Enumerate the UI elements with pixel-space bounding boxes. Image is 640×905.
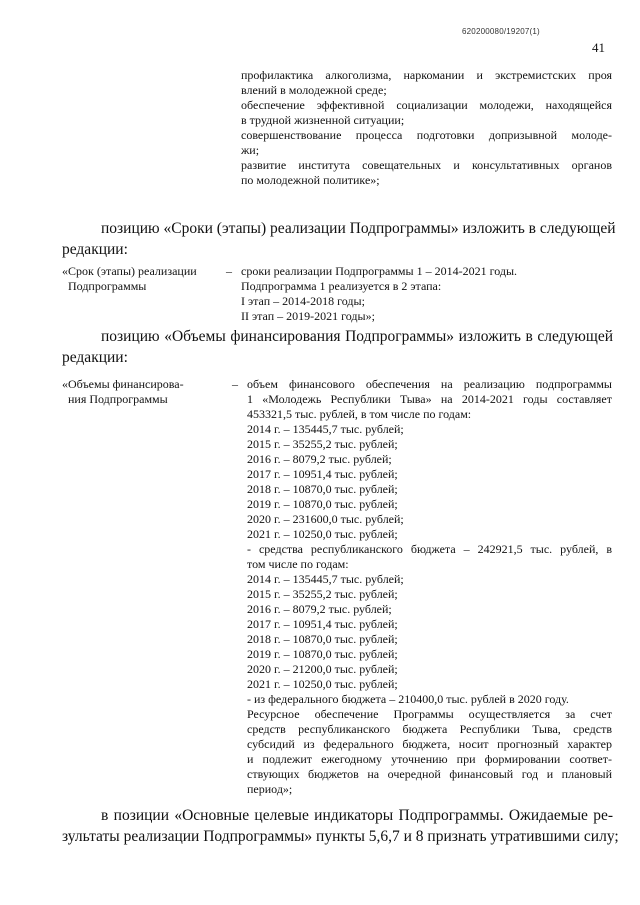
resource-line: Ресурсное обеспечение Программы осуществляется за счет: [247, 707, 612, 721]
document-number: 620200080/19207(1): [462, 27, 540, 36]
instruction-text: позицию «Объемы финансирования Подпрограммы» изложить в следующей: [101, 328, 613, 345]
terms-label-line: «Срок (этапы) реализации: [62, 264, 197, 278]
goals-line: профилактика алкоголизма, наркомании и экстремистских проя: [241, 68, 612, 82]
goals-line: влений в молодежной среде;: [241, 83, 387, 97]
funding-text: [247, 377, 612, 797]
funding-intro-line: объем финансового обеспечения на реализацию подпрограммы: [247, 377, 612, 391]
funding-intro-line: 1 «Молодежь Республики Тыва» на 2014-2021 годы составляет: [247, 392, 612, 406]
total-year-line: 2018 г. – 10870,0 тыс. рублей;: [247, 482, 398, 496]
total-year-line: 2014 г. – 135445,7 тыс. рублей;: [247, 422, 404, 436]
funding-label-line: ния Подпрограммы: [68, 392, 168, 406]
republic-year-line: 2017 г. – 10951,4 тыс. рублей;: [247, 617, 398, 631]
goals-line: обеспечение эффективной социализации молодежи, находящейся: [241, 98, 612, 112]
funding-intro-line: 453321,5 тыс. рублей, в том числе по годам:: [247, 407, 472, 421]
republic-budget-line: том числе по годам:: [247, 557, 349, 571]
goals-line: совершенствование процесса подготовки допризывной молоде-: [241, 128, 612, 142]
funding-dash: –: [232, 377, 238, 391]
resource-line: период»;: [247, 782, 293, 796]
instruction-text: зультаты реализации Подпрограммы» пункты 5,6,7 и 8 признать утратившими силу;: [62, 828, 619, 845]
terms-label: [62, 264, 197, 294]
instruction-indicators-cont: [62, 826, 619, 847]
instruction-text: редакции:: [62, 349, 128, 366]
resource-line: средств республиканского бюджета Республики Тыва, средств: [247, 722, 612, 736]
terms-text: [241, 264, 517, 324]
total-year-line: 2020 г. – 231600,0 тыс. рублей;: [247, 512, 404, 526]
resource-line: и подлежит ежегодному уточнению при формировании соответ-: [247, 752, 612, 766]
terms-line: I этап – 2014-2018 годы;: [241, 294, 365, 308]
terms-line: Подпрограмма 1 реализуется в 2 этапа:: [241, 279, 442, 293]
republic-year-line: 2015 г. – 35255,2 тыс. рублей;: [247, 587, 398, 601]
goals-list: [241, 68, 612, 188]
funding-label-line: «Объемы финансирова-: [62, 377, 184, 391]
total-year-line: 2019 г. – 10870,0 тыс. рублей;: [247, 497, 398, 511]
republic-year-line: 2020 г. – 21200,0 тыс. рублей;: [247, 662, 398, 676]
republic-year-line: 2021 г. – 10250,0 тыс. рублей;: [247, 677, 398, 691]
instruction-text: позицию «Сроки (этапы) реализации Подпрограммы» изложить в следующей: [101, 220, 616, 237]
terms-dash: –: [226, 264, 232, 278]
republic-year-line: 2019 г. – 10870,0 тыс. рублей;: [247, 647, 398, 661]
goals-line: по молодежной политике»;: [241, 173, 380, 187]
total-year-line: 2016 г. – 8079,2 тыс. рублей;: [247, 452, 392, 466]
goals-line: жи;: [241, 143, 260, 157]
terms-label-line: Подпрограммы: [68, 279, 147, 293]
total-year-line: 2021 г. – 10250,0 тыс. рублей;: [247, 527, 398, 541]
instruction-text: редакции:: [62, 241, 128, 258]
instruction-funding-cont: [62, 347, 128, 368]
funding-label: [62, 377, 184, 407]
goals-line: в трудной жизненной ситуации;: [241, 113, 405, 127]
resource-line: ствующих бюджетов на очередной финансовый год и плановый: [247, 767, 612, 781]
instruction-text: в позиции «Основные целевые индикаторы Подпрограммы. Ожидаемые ре-: [101, 807, 613, 824]
instruction-funding: [101, 326, 613, 347]
goals-line: развитие института совещательных и консультативных органов: [241, 158, 612, 172]
instruction-terms: [101, 218, 616, 239]
republic-year-line: 2016 г. – 8079,2 тыс. рублей;: [247, 602, 392, 616]
instruction-terms-cont: [62, 239, 128, 260]
total-year-line: 2017 г. – 10951,4 тыс. рублей;: [247, 467, 398, 481]
page-number: 41: [592, 40, 605, 55]
republic-budget-line: - средства республиканского бюджета – 242921,5 тыс. рублей, в: [247, 542, 612, 556]
resource-line: субсидий из федерального бюджета, носит прогнозный характер: [247, 737, 612, 751]
instruction-indicators: [101, 805, 613, 826]
terms-line: II этап – 2019-2021 годы»;: [241, 309, 375, 323]
republic-year-line: 2014 г. – 135445,7 тыс. рублей;: [247, 572, 404, 586]
republic-year-line: 2018 г. – 10870,0 тыс. рублей;: [247, 632, 398, 646]
terms-line: сроки реализации Подпрограммы 1 – 2014-2021 годы.: [241, 264, 518, 278]
total-year-line: 2015 г. – 35255,2 тыс. рублей;: [247, 437, 398, 451]
federal-budget-line: - из федерального бюджета – 210400,0 тыс. рублей в 2020 году.: [247, 692, 569, 706]
